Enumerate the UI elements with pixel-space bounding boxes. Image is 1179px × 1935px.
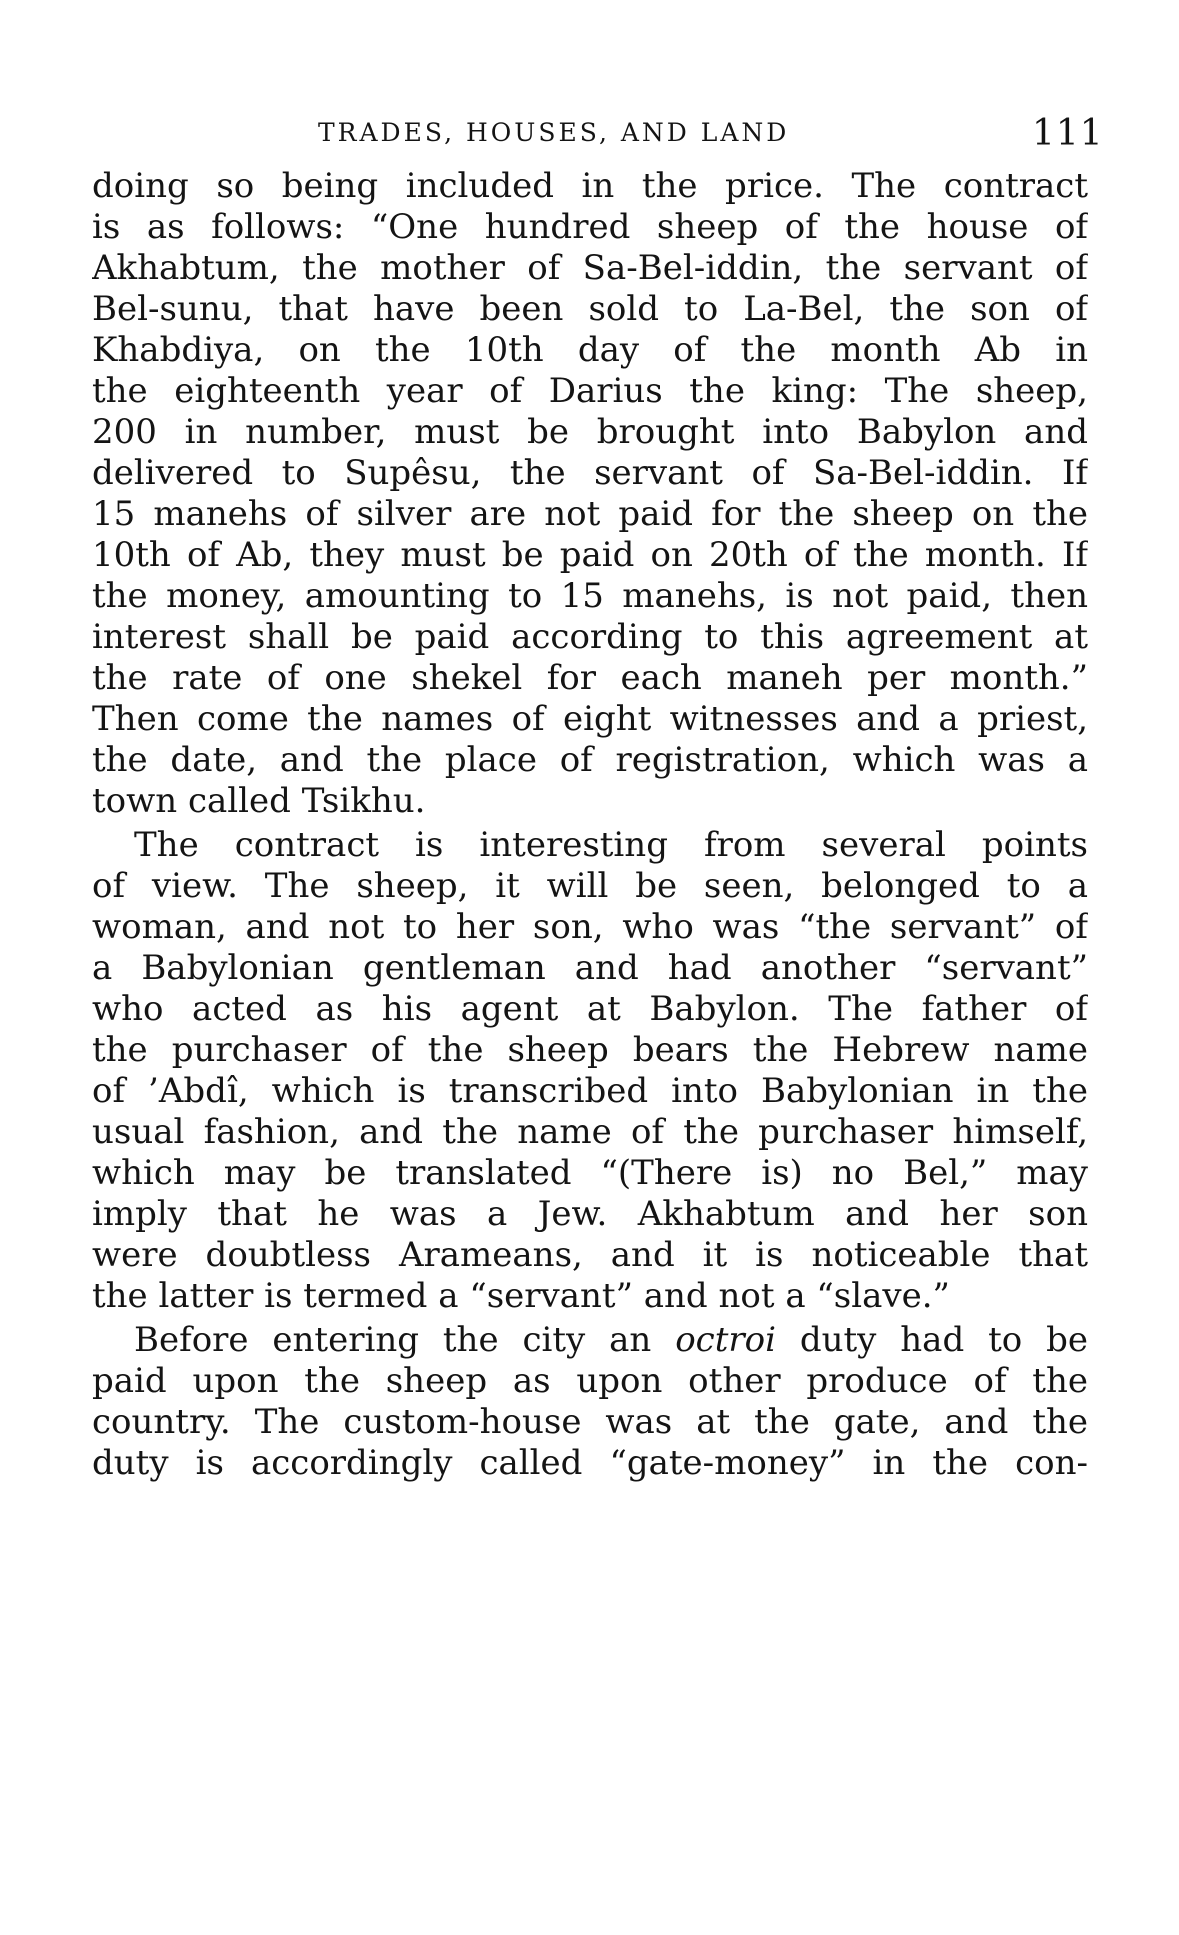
text-line: 15 manehs of silver are not paid for the sheep on the: [92, 494, 1088, 534]
text-line: which may be translated “(There is) no Bel,” may: [92, 1153, 1088, 1193]
text-line: imply that he was a Jew. Akhabtum and her son: [92, 1194, 1088, 1234]
page-number: 111: [1032, 113, 1104, 154]
text-line: the eighteenth year of Darius the king: The sheep,: [92, 371, 1088, 411]
text-line: paid upon the sheep as upon other produce of the: [92, 1361, 1088, 1401]
text-line: of ’Abdî, which is transcribed into Babylonian in the: [92, 1071, 1088, 1111]
text-line: doing so being included in the price. The contract: [92, 166, 1088, 206]
text-line: the purchaser of the sheep bears the Hebrew name: [92, 1030, 1088, 1070]
text-line: interest shall be paid according to this agreement at: [92, 617, 1088, 657]
text-line: Bel-sunu, that have been sold to La-Bel, the son of: [92, 289, 1088, 329]
text-line: is as follows: “One hundred sheep of the house of: [92, 207, 1088, 247]
text-line: who acted as his agent at Babylon. The father of: [92, 989, 1088, 1029]
text-line: Khabdiya, on the 10th day of the month Ab in: [92, 330, 1088, 370]
running-head: TRADES, HOUSES, AND LAND: [318, 118, 790, 147]
text-line: the rate of one shekel for each maneh per month.”: [92, 658, 1088, 698]
text-line: were doubtless Arameans, and it is noticeable that: [92, 1235, 1088, 1275]
paragraph-first-line: The contract is interesting from several points: [134, 825, 1088, 865]
text-line: usual fashion, and the name of the purchaser himself,: [92, 1112, 1088, 1152]
text-line: a Babylonian gentleman and had another “servant”: [92, 948, 1088, 988]
text-line: Then come the names of eight witnesses and a priest,: [92, 699, 1088, 739]
text-line: the latter is termed a “servant” and not a “slave.”: [92, 1276, 950, 1316]
text-line: duty is accordingly called “gate-money” in the con-: [92, 1443, 1088, 1483]
text-line: the money, amounting to 15 manehs, is not paid, then: [92, 576, 1088, 616]
text-line: the date, and the place of registration, which was a: [92, 740, 1088, 780]
text-line: delivered to Supêsu, the servant of Sa-Bel-iddin. If: [92, 453, 1088, 493]
text-line: country. The custom-house was at the gate, and the: [92, 1402, 1088, 1442]
text-line: 200 in number, must be brought into Babylon and: [92, 412, 1088, 452]
italic-term: octroi: [675, 1320, 776, 1360]
text-line: Akhabtum, the mother of Sa-Bel-iddin, the servant of: [92, 248, 1088, 288]
text-line: of view. The sheep, it will be seen, belonged to a: [92, 866, 1088, 906]
paragraph-first-line: Before entering the city an octroi duty had to be: [134, 1320, 1088, 1360]
text-line: 10th of Ab, they must be paid on 20th of the month. If: [92, 535, 1088, 575]
text-line: woman, and not to her son, who was “the servant” of: [92, 907, 1088, 947]
text-line: town called Tsikhu.: [92, 781, 426, 821]
